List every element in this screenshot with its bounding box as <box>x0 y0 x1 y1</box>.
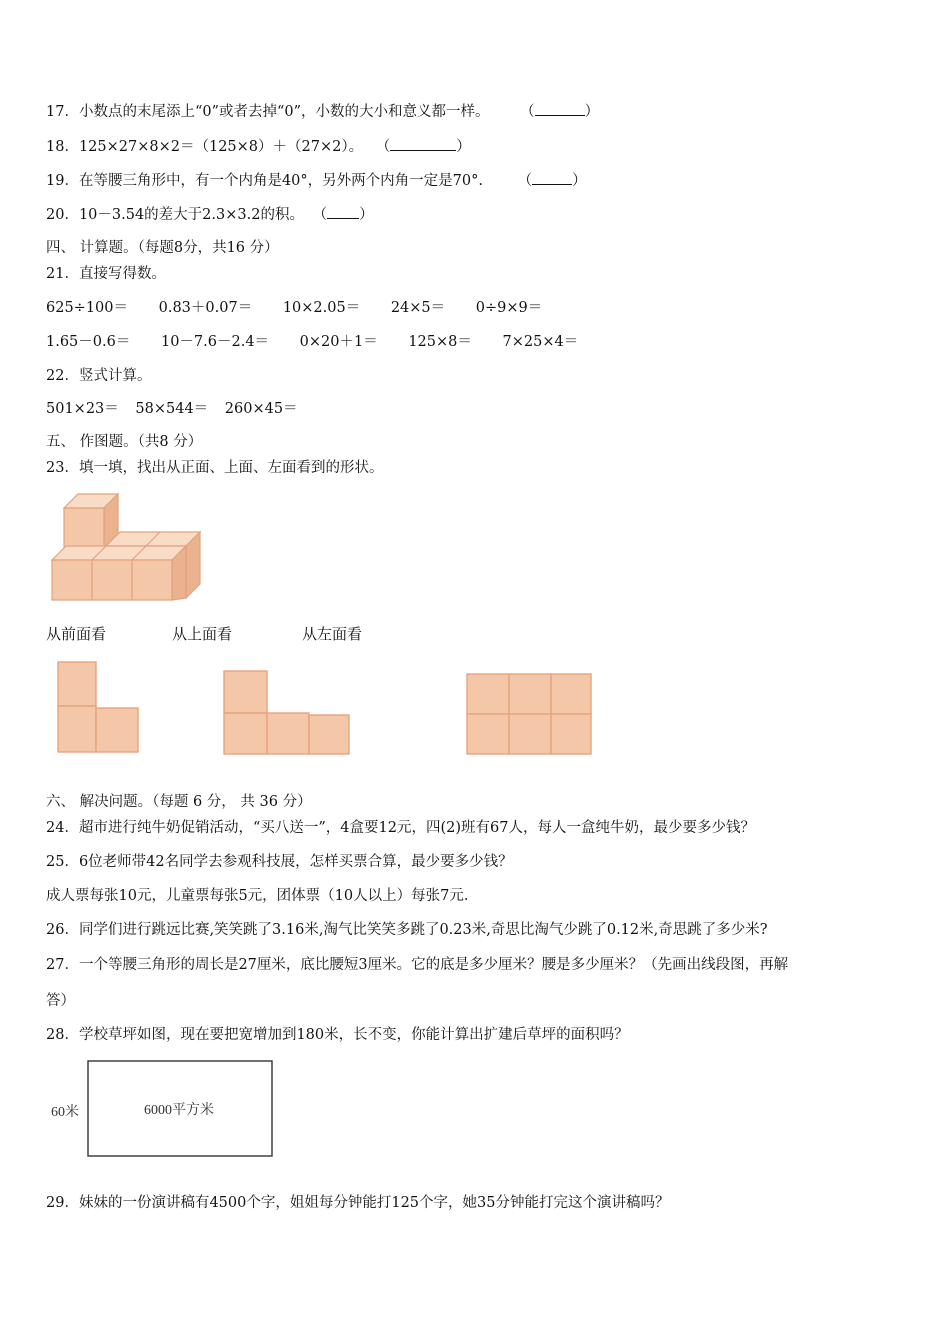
calc-row-1: 625÷100＝ 0.83＋0.07＝ 10×2.05＝ 24×5＝ 0÷9×9＝ <box>46 300 543 316</box>
question-21-title: 21．直接写得数。 <box>46 266 166 282</box>
lawn-area-label: 6000平方米 <box>144 1103 214 1118</box>
label-top-view: 从上面看 <box>172 625 233 643</box>
question-25-detail: 成人票每张10元，儿童票每张5元，团体票（10人以上）每张7元. <box>46 888 469 904</box>
question-28: 28．学校草坪如图，现在要把宽增加到180米，长不变，你能计算出扩建后草坪的面积吗？ <box>46 1027 629 1043</box>
section-title-5: 五、 作图题。（共8 分） <box>46 434 203 450</box>
question-18: 18．125×27×8×2＝（125×8）＋（27×2）。 （ ） <box>46 136 471 157</box>
question-29: 29．妹妹的一份演讲稿有4500个字，姐姐每分钟能打125个字，她35分钟能打完这个演讲稿吗？ <box>46 1195 670 1211</box>
answer-blank[interactable]: （ ） <box>313 204 374 225</box>
label-left-view: 从左面看 <box>302 625 363 643</box>
lawn-figure <box>46 1058 278 1160</box>
question-19: 19．在等腰三角形中，有一个内角是40°，另外两个内角一定是70°. （ ） <box>46 170 587 191</box>
answer-blank[interactable]: （ ） <box>520 101 599 122</box>
calc-row-2: 1.65－0.6＝ 10－7.6－2.4＝ 0×20＋1＝ 125×8＝ 7×25×4＝ <box>46 334 579 350</box>
question-20: 20．10－3.54的差大于2.3×3.2的积。 （ ） <box>46 204 374 225</box>
question-27-line-1: 27．一个等腰三角形的周长是27厘米，底比腰短3厘米。它的底是多少厘米？腰是多少厘米？（先画出线段图，再解 <box>46 957 789 973</box>
top-view-shape[interactable] <box>222 669 352 757</box>
answer-blank[interactable]: （ ） <box>376 136 471 157</box>
answer-blank[interactable]: （ ） <box>518 170 587 191</box>
label-front-view: 从前面看 <box>46 625 107 643</box>
question-17: 17．小数点的末尾添上“0”或者去掉“0”，小数的大小和意义都一样。 （ ） <box>46 101 599 122</box>
question-24: 24．超市进行纯牛奶促销活动，“买八送一”，4盒要12元，四(2)班有67人，每人一盒纯牛奶，最少要多少钱？ <box>46 820 755 836</box>
question-23-title: 23．填一填，找出从正面、上面、左面看到的形状。 <box>46 460 384 476</box>
section-title-6: 六、 解决问题。（每题 6 分， 共 36 分） <box>46 794 312 810</box>
question-26: 26．同学们进行跳远比赛,笑笑跳了3.16米,淘气比笑笑多跳了0.23米,奇思比淘气少跳了0.12米,奇思跳了多少米? <box>46 922 768 938</box>
vertical-calc-row: 501×23＝ 58×544＝ 260×45＝ <box>46 401 298 417</box>
cube-stack-figure <box>50 490 206 602</box>
question-27-line-2: 答） <box>46 993 75 1009</box>
lawn-width-label: 60米 <box>51 1105 79 1120</box>
section-title-4: 四、 计算题。（每题8分，共16 分） <box>46 240 279 256</box>
question-25: 25．6位老师带42名同学去参观科技展，怎样买票合算，最少要多少钱？ <box>46 854 513 870</box>
question-22-title: 22．竖式计算。 <box>46 368 152 384</box>
front-view-shape[interactable] <box>56 660 142 756</box>
left-view-shape[interactable] <box>465 672 595 758</box>
